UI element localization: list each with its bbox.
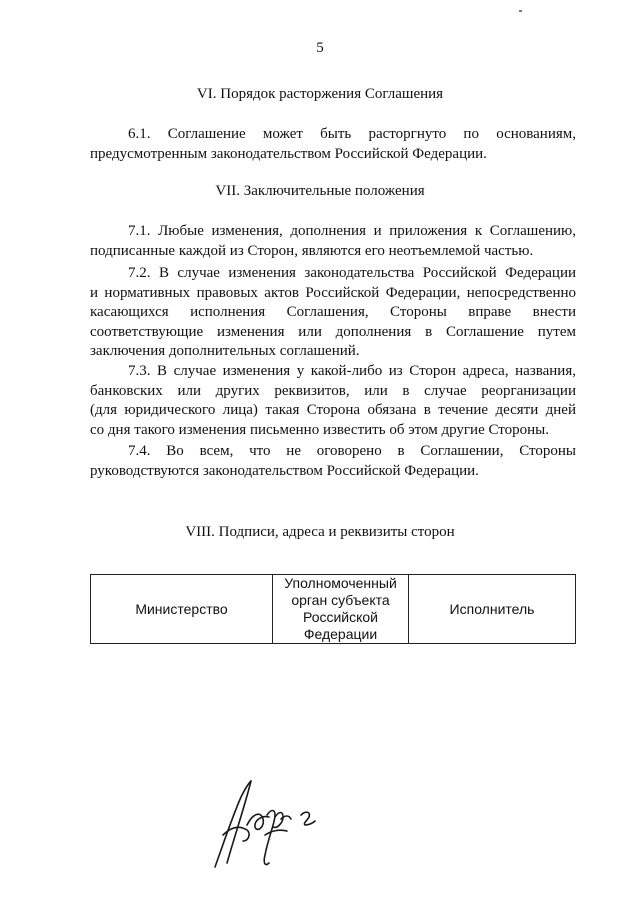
table-cell-ministry: Министерство: [91, 575, 273, 644]
handwritten-signature: [205, 775, 325, 875]
cell-line: орган субъекта: [291, 592, 390, 608]
paragraph-line: 7.3. В случае изменения у какой-либо из Сторон адреса, названия,: [128, 363, 576, 379]
paragraph-line: и нормативных правовых актов Российской Федерации, непосредственно: [90, 284, 576, 301]
cell-line: Российской: [302, 609, 379, 625]
table-cell-authorized-body: [273, 575, 409, 644]
paragraph-7-2: [90, 264, 576, 362]
paragraph-line: заключения дополнительных соглашений.: [90, 343, 360, 360]
section-8-heading: VIII. Подписи, адреса и реквизиты сторон: [185, 524, 455, 540]
paragraph-line: 7.4. Во всем, что не оговорено в Соглашении, Стороны: [128, 443, 576, 459]
page-number: 5: [316, 40, 324, 56]
paragraph-7-3: [90, 362, 576, 440]
paragraph-line: касающихся исполнения Соглашения, Стороны вправе внести: [90, 304, 576, 321]
paragraph-line: банковских или других реквизитов, или в случае реорганизации: [90, 382, 576, 399]
section-6-heading: VI. Порядок расторжения Соглашения: [196, 86, 444, 102]
paragraph-line: подписанные каждой из Сторон, являются его неотъемлемой частью.: [90, 242, 534, 259]
paragraph-line: 7.1. Любые изменения, дополнения и приложения к Соглашению,: [128, 223, 576, 239]
paragraph-line: предусмотренным законодательством Российской Федерации.: [90, 145, 487, 162]
cell-line: Федерации: [303, 626, 378, 642]
paragraph-line: (для юридического лица) такая Сторона обязана в течение десяти дней: [90, 402, 576, 419]
section-7-heading: VII. Заключительные положения: [215, 183, 425, 199]
table-cell-executor: Исполнитель: [409, 575, 576, 644]
paragraph-line: 7.2. В случае изменения законодательства Российской Федерации: [128, 265, 576, 281]
table-row: [91, 575, 576, 644]
signatures-table: [90, 574, 576, 644]
paragraph-7-4: [90, 442, 576, 481]
paragraph-7-1: [90, 222, 576, 261]
paragraph-line: соответствующие изменения или дополнения в Соглашение путем: [90, 323, 576, 340]
cell-line: Уполномоченный: [284, 575, 397, 591]
paragraph-line: 6.1. Соглашение может быть расторгнуто по основаниям,: [128, 126, 576, 142]
paragraph-6-1: [90, 125, 576, 164]
scan-speck: [519, 10, 522, 12]
paragraph-line: руководствуются законодательством Российской Федерации.: [90, 462, 479, 479]
paragraph-line: со дня такого изменения письменно известить об этом другие Стороны.: [90, 421, 549, 438]
